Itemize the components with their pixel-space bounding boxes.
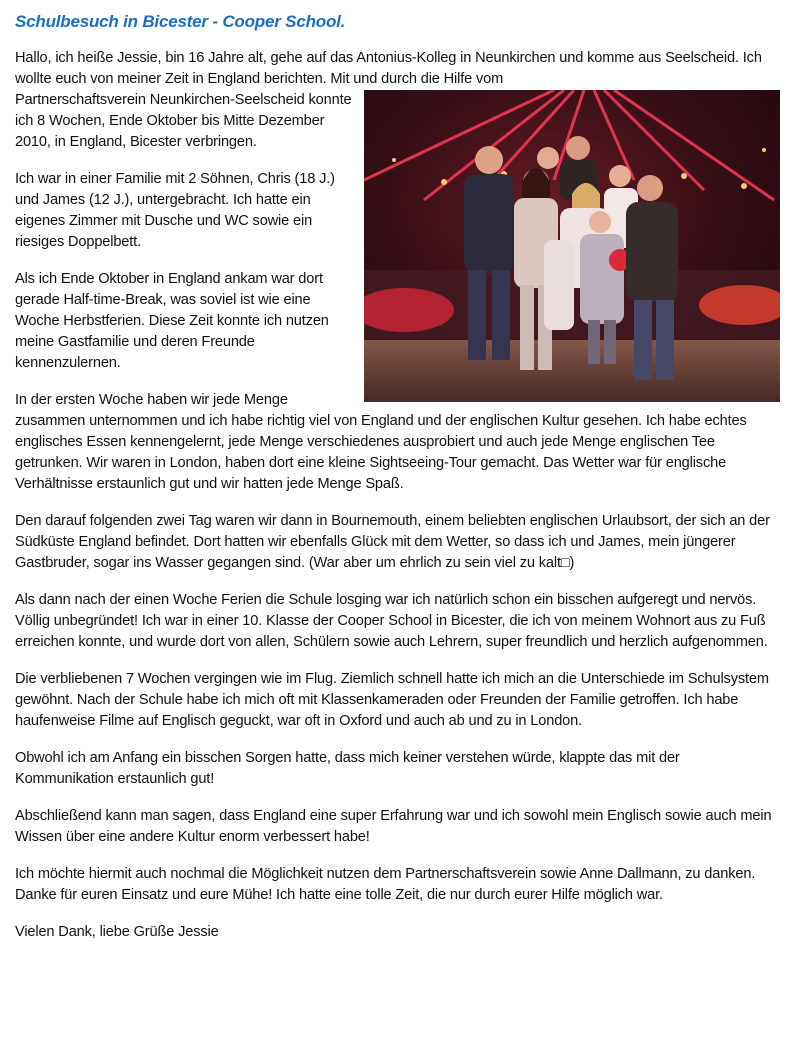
arrival-paragraph: Als ich Ende Oktober in England ankam war dort gerade Half-time-Break, was soviel ist wie eine Woche Herbstferien. Diese Zeit konnte ich nutzen meine Gastfamilie und deren Freunde kennenzulernen. <box>15 271 329 371</box>
host-family-paragraph: Ich war in einer Familie mit 2 Söhnen, Chris (18 J.) und James (12 J.), untergebracht. Ich hatte ein eigenes Zimmer mit Dusche und WC sowie ein riesiges Doppelbett. <box>15 171 335 250</box>
remaining-weeks-paragraph: Die verbliebenen 7 Wochen vergingen wie im Flug. Ziemlich schnell hatte ich mich an die Unterschiede im Schulsystem gewöhnt. Nach der Schule habe ich mich oft mit Klassenkameraden oder Freunden der Familie getroffen. Ich habe haufenweise Filme auf Englisch geguckt, war oft in Oxford und auch ab und zu in London. <box>15 671 769 729</box>
communication-paragraph: Obwohl ich am Anfang ein bisschen Sorgen hatte, dass mich keiner verstehen würde, klappte das mit der Kommunikation erstaunlich gut! <box>15 750 680 787</box>
first-week-paragraph: In der ersten Woche haben wir jede Menge zusammen unternommen und ich habe richtig viel von England und der englischen Kultur gesehen. Ich habe echtes englisches Essen kennengelernt, jede Menge verschiedenes ausprobiert und auch jede Menge englischen Tee getrunken. Wir waren in London, haben dort eine kleine Sightseeing-Tour gemacht. Das Wetter war für englische Verhältnisse erstaunlich gut und wir hatten jede Menge Spaß. <box>15 392 747 492</box>
group-photo <box>364 90 780 402</box>
bournemouth-paragraph: Den darauf folgenden zwei Tag waren wir dann in Bournemouth, einem beliebten englischen Urlaubsort, der sich an der Südküste England befindet. Dort hatten wir ebenfalls Glück mit dem Wetter, so dass ich und James, mein jüngerer Gastbruder, sogar ins Wasser gegangen sind. (War aber um ehrlich zu sein viel zu kalt□) <box>15 513 770 571</box>
article-title: Schulbesuch in Bicester - Cooper School. <box>15 12 346 31</box>
intro-paragraph-rest: Partnerschaftsverein Neunkirchen-Seelscheid konnte ich 8 Wochen, Ende Oktober bis Mitte Dezember 2010, in England, Bicester verbringen. <box>15 92 352 150</box>
thanks-paragraph: Ich möchte hiermit auch nochmal die Möglichkeit nutzen dem Partnerschaftsverein sowie Anne Dallmann, zu danken. Danke für euren Einsatz und eure Mühe! Ich hatte eine tolle Zeit, die nur durch eurer Hilfe möglich war. <box>15 866 756 903</box>
conclusion-paragraph: Abschließend kann man sagen, dass England eine super Erfahrung war und ich sowohl mein Englisch sowie auch mein Wissen über eine andere Kultur enorm verbessert habe! <box>15 808 772 845</box>
signoff-paragraph: Vielen Dank, liebe Grüße Jessie <box>15 924 219 940</box>
fairground-group-photo-image <box>364 90 780 402</box>
school-start-paragraph: Als dann nach der einen Woche Ferien die Schule losging war ich natürlich schon ein bisschen aufgeregt und nervös. Völlig unbegründet! Ich war in einer 10. Klasse der Cooper School in Bicester, die ich von meinem Wohnort aus zu Fuß erreichen konnte, und wurde dort von allen, Schülern sowie auch Lehrern, super freundlich und herzlich aufgenommen. <box>15 592 768 650</box>
article <box>15 12 780 959</box>
intro-paragraph-lead: Hallo, ich heiße Jessie, bin 16 Jahre alt, gehe auf das Antonius-Kolleg in Neunkirchen und komme aus Seelscheid. Ich wollte euch von meiner Zeit in England berichten. Mit und durch die Hilfe vom <box>15 50 762 87</box>
